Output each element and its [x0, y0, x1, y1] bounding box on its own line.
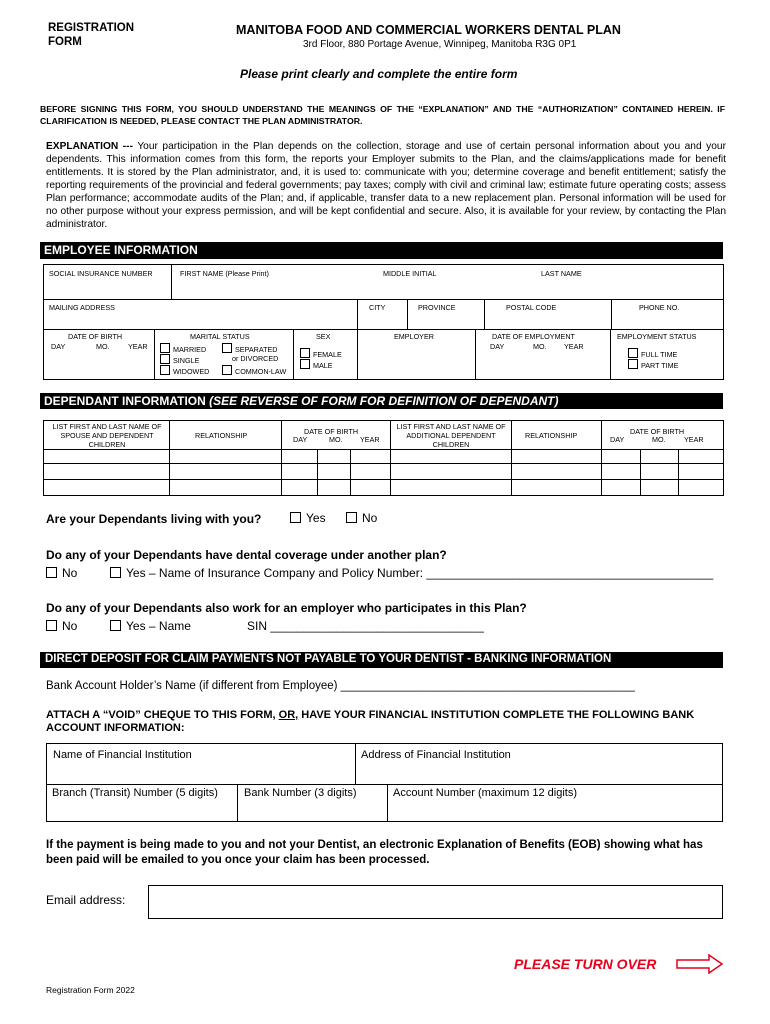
middle-initial-field[interactable]: MIDDLE INITIAL — [383, 269, 437, 278]
marital-status-label: MARITAL STATUS — [190, 332, 250, 341]
q2-no-checkbox[interactable] — [46, 567, 57, 578]
dependant-heading-note: (SEE REVERSE OF FORM FOR DEFINITION OF DEPENDANT) — [209, 394, 559, 408]
additional-dob-day: DAY — [610, 435, 625, 444]
employer-field[interactable]: EMPLOYER — [394, 332, 434, 341]
dependant-section-header — [40, 393, 723, 409]
married-checkbox[interactable] — [160, 343, 170, 353]
q1-yes-checkbox[interactable] — [290, 512, 301, 523]
question-living-with-you: Are your Dependants living with you? — [46, 512, 262, 526]
explanation-body: Your participation in the Plan depends on the collection, storage and use of certain personal information about you and your dependents. This information comes from this form, the reports your Employer submits to the Plan, and the claims/applications made for benefit entitlements. It is stored by the Plan administrator, and, it is used to: communicate with you; determine coverage and benefit entitlement; satisfy the reporting requirements of the provincial and federal governments; pay taxes; comply with civil and criminal law; estimate future operating costs; assess Plan performance; accommodate audits of the Plan; and, if applicable, transfer data to a new replacement plan. Personal information will be used for no other purpose without your express permission, and will be kept confidential and secure. Also, it is available for your review, by contacting the Plan administrator. — [46, 141, 726, 230]
phone-field[interactable]: PHONE NO. — [639, 303, 680, 312]
employment-month[interactable]: MO. — [533, 342, 547, 351]
sin-field[interactable]: SOCIAL INSURANCE NUMBER — [49, 269, 153, 278]
part-time-option[interactable]: PART TIME — [628, 359, 678, 370]
form-label: REGISTRATION FORM — [48, 22, 135, 48]
additional-dob-year: YEAR — [684, 435, 704, 444]
bank-info-grid — [46, 743, 723, 822]
widowed-checkbox[interactable] — [160, 365, 170, 375]
q1-yes-option[interactable]: Yes — [290, 511, 326, 525]
question-other-coverage: Do any of your Dependants have dental coverage under another plan? — [46, 548, 447, 562]
full-time-option[interactable]: FULL TIME — [628, 348, 677, 359]
explanation-lead: EXPLANATION --- — [46, 141, 133, 152]
additional-dob-column: DATE OF BIRTH — [630, 427, 685, 436]
signing-notice: BEFORE SIGNING THIS FORM, YOU SHOULD UNDERSTAND THE MEANINGS OF THE “EXPLANATION” AND THE “AUTHORIZATION” CONTAINED HEREIN. IF CLARIFICATION IS NEEDED, PLEASE CONTACT THE PLAN ADMINISTRATOR. — [40, 104, 725, 126]
male-option[interactable]: MALE — [300, 359, 333, 370]
plan-address: 3rd Floor, 880 Portage Avenue, Winnipeg, Manitoba R3G 0P1 — [303, 39, 577, 50]
additional-children-column: LIST FIRST AND LAST NAME OF ADDITIONAL DEPENDENT CHILDREN — [396, 422, 506, 449]
attach-void-cheque-instruction: ATTACH A “VOID” CHEQUE TO THIS FORM, OR, HAVE YOUR FINANCIAL INSTITUTION COMPLETE THE FOLLOWING BANK ACCOUNT INFORMATION: — [46, 709, 695, 734]
banking-section-header — [40, 652, 723, 668]
married-option[interactable]: MARRIED — [160, 343, 206, 354]
question-employer-participates: Do any of your Dependants also work for an employer who participates in this Plan? — [46, 601, 527, 615]
footer-label: Registration Form 2022 — [46, 985, 135, 995]
dependant-dob-year: YEAR — [360, 435, 380, 444]
additional-relationship-column: RELATIONSHIP — [525, 431, 578, 440]
institution-name-field[interactable]: Name of Financial Institution — [53, 749, 192, 761]
q1-no-option[interactable]: No — [346, 511, 377, 525]
account-number-field[interactable]: Account Number (maximum 12 digits) — [393, 787, 578, 799]
q3-sin-field[interactable]: SIN ________________________________ — [247, 619, 484, 633]
dependant-name-column: LIST FIRST AND LAST NAME OF SPOUSE AND DEPENDENT CHILDREN — [52, 422, 162, 449]
employment-date-label: DATE OF EMPLOYMENT — [492, 332, 575, 341]
dependant-relationship-column: RELATIONSHIP — [195, 431, 248, 440]
province-field[interactable]: PROVINCE — [418, 303, 456, 312]
account-holder-field[interactable]: Bank Account Holder’s Name (if different from Employee) ______________________________________________ — [46, 680, 635, 692]
q3-no-checkbox[interactable] — [46, 620, 57, 631]
female-checkbox[interactable] — [300, 348, 310, 358]
dob-label: DATE OF BIRTH — [68, 332, 123, 341]
employee-info-grid — [43, 264, 724, 380]
city-field[interactable]: CITY — [369, 303, 386, 312]
female-option[interactable]: FEMALE — [300, 348, 342, 359]
banking-heading: DIRECT DEPOSIT FOR CLAIM PAYMENTS NOT PAYABLE TO YOUR DENTIST - BANKING INFORMATION — [45, 653, 612, 665]
q3-yes-option[interactable]: Yes – Name — [110, 619, 191, 633]
email-input[interactable] — [148, 885, 723, 919]
common-law-checkbox[interactable] — [222, 365, 232, 375]
dependant-grid — [43, 420, 724, 496]
branch-number-field[interactable]: Branch (Transit) Number (5 digits) — [52, 787, 218, 799]
divorced-label: or DIVORCED — [232, 354, 279, 363]
single-option[interactable]: SINGLE — [160, 354, 199, 365]
employment-status-label: EMPLOYMENT STATUS — [617, 332, 697, 341]
part-time-checkbox[interactable] — [628, 359, 638, 369]
q2-yes-checkbox[interactable] — [110, 567, 121, 578]
q2-no-option[interactable]: No — [46, 566, 77, 580]
full-time-checkbox[interactable] — [628, 348, 638, 358]
dependant-heading: DEPENDANT INFORMATION — [44, 394, 206, 408]
employee-section-header — [40, 242, 723, 259]
male-checkbox[interactable] — [300, 359, 310, 369]
additional-dob-month: MO. — [652, 435, 666, 444]
last-name-field[interactable]: LAST NAME — [541, 269, 582, 278]
sex-label: SEX — [316, 332, 331, 341]
q3-yes-checkbox[interactable] — [110, 620, 121, 631]
dependant-dob-column: DATE OF BIRTH — [304, 427, 359, 436]
bank-number-field[interactable]: Bank Number (3 digits) — [244, 787, 357, 799]
turn-over-label: PLEASE TURN OVER — [514, 956, 657, 972]
dob-year[interactable]: YEAR — [128, 342, 148, 351]
institution-address-field[interactable]: Address of Financial Institution — [361, 749, 511, 761]
dob-month[interactable]: MO. — [96, 342, 110, 351]
explanation-paragraph — [46, 140, 726, 231]
widowed-option[interactable]: WIDOWED — [160, 365, 209, 376]
single-checkbox[interactable] — [160, 354, 170, 364]
separated-checkbox[interactable] — [222, 343, 232, 353]
dependant-dob-day: DAY — [293, 435, 308, 444]
arrow-right-icon — [676, 954, 724, 974]
postal-code-field[interactable]: POSTAL CODE — [506, 303, 557, 312]
separated-option[interactable]: SEPARATED — [222, 343, 277, 354]
mailing-address-field[interactable]: MAILING ADDRESS — [49, 303, 115, 312]
common-law-option[interactable]: COMMON-LAW — [222, 365, 286, 376]
dependant-dob-month: MO. — [329, 435, 343, 444]
employment-year[interactable]: YEAR — [564, 342, 584, 351]
eob-notice: If the payment is being made to you and not your Dentist, an electronic Explanation of Benefits (EOB) showing what has been paid will be emailed to you once your claim has been processed. — [46, 839, 703, 866]
print-instruction: Please print clearly and complete the entire form — [240, 67, 518, 81]
q3-no-option[interactable]: No — [46, 619, 77, 633]
q1-no-checkbox[interactable] — [346, 512, 357, 523]
q2-yes-option[interactable]: Yes – Name of Insurance Company and Policy Number: ___________________________________________ — [110, 566, 713, 580]
employee-heading: EMPLOYEE INFORMATION — [44, 243, 198, 257]
email-label: Email address: — [46, 893, 126, 907]
page-title: MANITOBA FOOD AND COMMERCIAL WORKERS DENTAL PLAN — [236, 23, 621, 37]
dob-day[interactable]: DAY — [51, 342, 66, 351]
employment-day[interactable]: DAY — [490, 342, 505, 351]
first-name-field[interactable]: FIRST NAME (Please Print) — [180, 269, 269, 278]
